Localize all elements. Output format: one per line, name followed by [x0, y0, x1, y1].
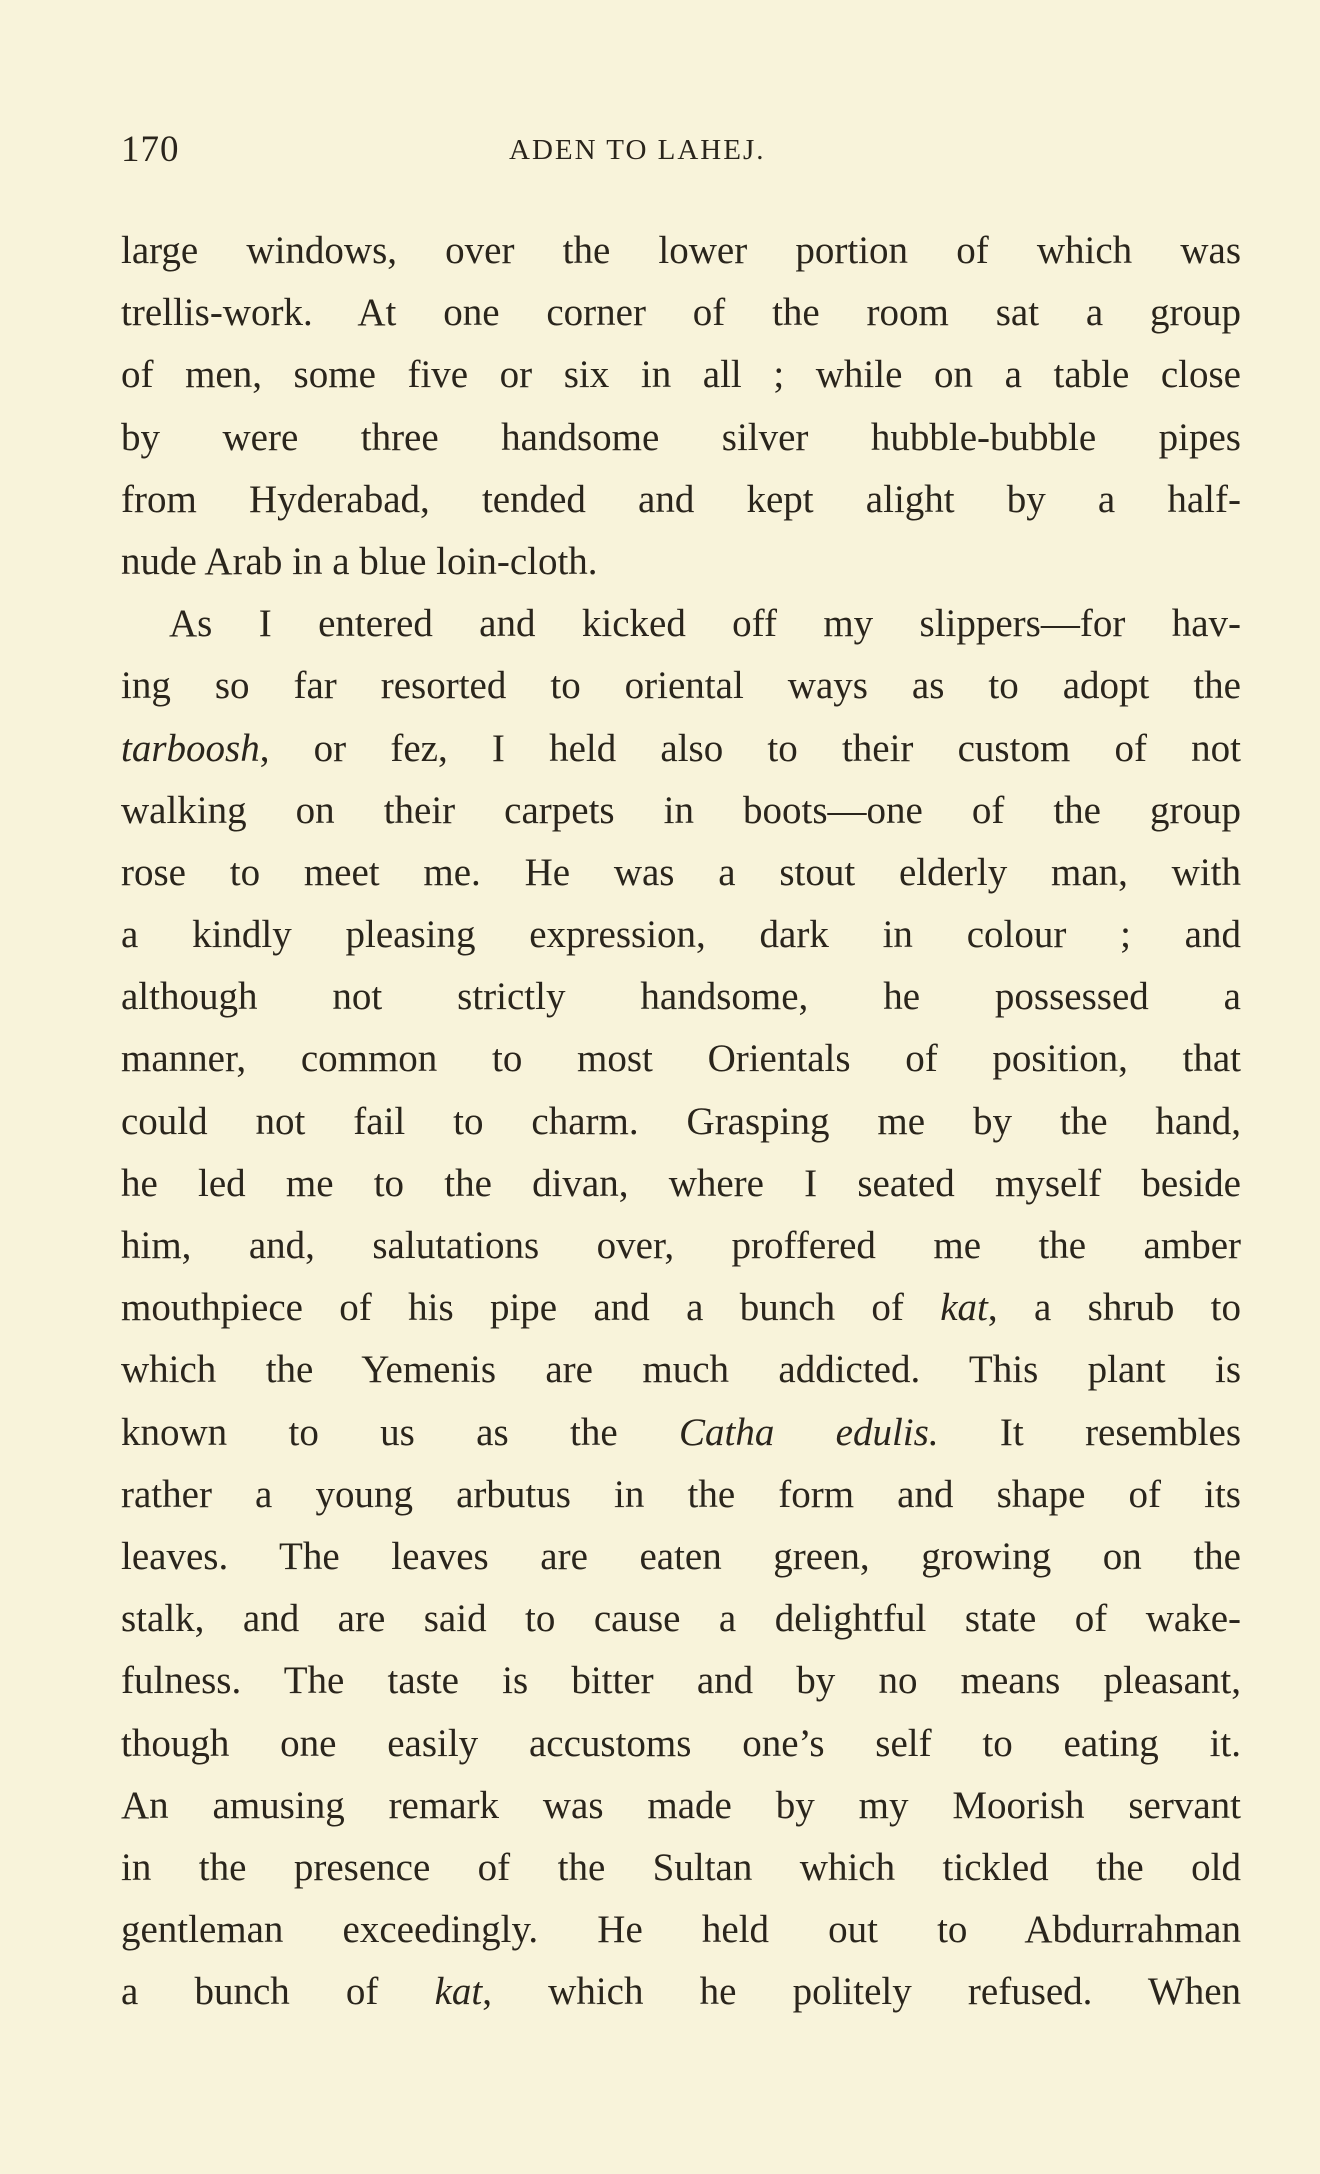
text-line	[121, 1215, 1241, 1277]
text-segment: in the presence of the Sultan which tickled the old	[121, 1845, 1241, 1889]
text-line	[121, 1713, 1241, 1775]
italic-text: kat	[434, 1970, 483, 2014]
text-line	[121, 593, 1241, 655]
text-segment: walking on their carpets in boots—one of the group	[121, 788, 1241, 832]
text-segment: As I entered and kicked off my slippers—for hav-	[169, 602, 1241, 646]
text-line	[121, 655, 1241, 717]
text-segment: An amusing remark was made by my Moorish servant	[121, 1783, 1241, 1827]
text-segment: by were three handsome silver hubble-bubble pipes	[121, 415, 1241, 459]
text-segment: though one easily accustoms one’s self to eating it.	[121, 1721, 1241, 1765]
text-line	[121, 842, 1241, 904]
text-segment: ing so far resorted to oriental ways as to adopt the	[121, 664, 1241, 708]
text-line	[121, 966, 1241, 1028]
text-line	[121, 1153, 1241, 1215]
text-line	[121, 1091, 1241, 1153]
page-header	[121, 128, 1241, 178]
italic-text: Catha edulis.	[678, 1410, 939, 1454]
text-line	[121, 1402, 1241, 1464]
text-line	[121, 1775, 1241, 1837]
text-segment: , which he politely refused. When	[482, 1970, 1242, 2014]
text-segment: trellis-work. At one corner of the room sat a group	[121, 291, 1241, 335]
text-segment: a bunch of	[121, 1970, 435, 2014]
text-segment: It resembles	[938, 1410, 1242, 1454]
page-number: 170	[121, 129, 180, 170]
text-line	[121, 1464, 1241, 1526]
body-text	[121, 220, 1241, 2023]
text-line	[121, 1899, 1241, 1961]
text-segment: him, and, salutations over, proffered me the amber	[121, 1224, 1241, 1267]
text-segment: manner, common to most Orientals of position, that	[121, 1037, 1241, 1081]
text-line	[121, 780, 1241, 842]
text-line	[121, 1650, 1241, 1712]
italic-text: kat	[940, 1286, 988, 1330]
text-segment: large windows, over the lower portion of which was	[121, 229, 1241, 272]
text-line	[121, 469, 1241, 531]
text-segment: known to us as the	[121, 1410, 679, 1454]
text-segment: rather a young arbutus in the form and shape of its	[121, 1472, 1241, 1516]
text-line	[121, 904, 1241, 966]
text-segment: mouthpiece of his pipe and a bunch of	[121, 1286, 941, 1330]
text-segment: leaves. The leaves are eaten green, growing on the	[121, 1534, 1241, 1578]
text-segment: rose to meet me. He was a stout elderly man, with	[121, 850, 1241, 894]
text-segment: nude Arab in a blue loin-cloth.	[121, 539, 598, 583]
text-segment: of men, some five or six in all ; while on a table close	[121, 353, 1241, 397]
text-segment: he led me to the divan, where I seated myself beside	[121, 1161, 1241, 1205]
text-line	[121, 344, 1241, 406]
text-line	[121, 718, 1241, 780]
text-line	[121, 1028, 1241, 1090]
text-line	[121, 1277, 1241, 1339]
text-line	[121, 220, 1241, 282]
text-line	[121, 1526, 1241, 1588]
italic-text: tarboosh	[121, 726, 260, 770]
text-segment: a kindly pleasing expression, dark in colour ; and	[121, 913, 1241, 957]
text-line	[121, 407, 1241, 469]
text-line	[121, 282, 1241, 344]
text-segment: , or fez, I held also to their custom of not	[259, 726, 1241, 770]
text-segment: stalk, and are said to cause a delightful state of wake-	[121, 1597, 1241, 1641]
text-segment: from Hyderabad, tended and kept alight by a half-	[121, 477, 1241, 521]
text-line	[121, 1837, 1241, 1899]
text-line	[121, 1961, 1241, 2023]
text-segment: could not fail to charm. Grasping me by the hand,	[121, 1099, 1241, 1143]
text-line	[121, 1588, 1241, 1650]
text-segment: fulness. The taste is bitter and by no means pleasant,	[121, 1659, 1241, 1703]
text-line	[121, 1339, 1241, 1401]
text-segment: , a shrub to	[987, 1286, 1241, 1330]
text-segment: gentleman exceedingly. He held out to Abdurrahman	[121, 1908, 1241, 1952]
text-segment: which the Yemenis are much addicted. This plant is	[121, 1348, 1241, 1392]
running-head: ADEN TO LAHEJ.	[509, 134, 766, 166]
text-segment: although not strictly handsome, he possessed a	[121, 975, 1241, 1019]
text-line	[121, 531, 1241, 593]
